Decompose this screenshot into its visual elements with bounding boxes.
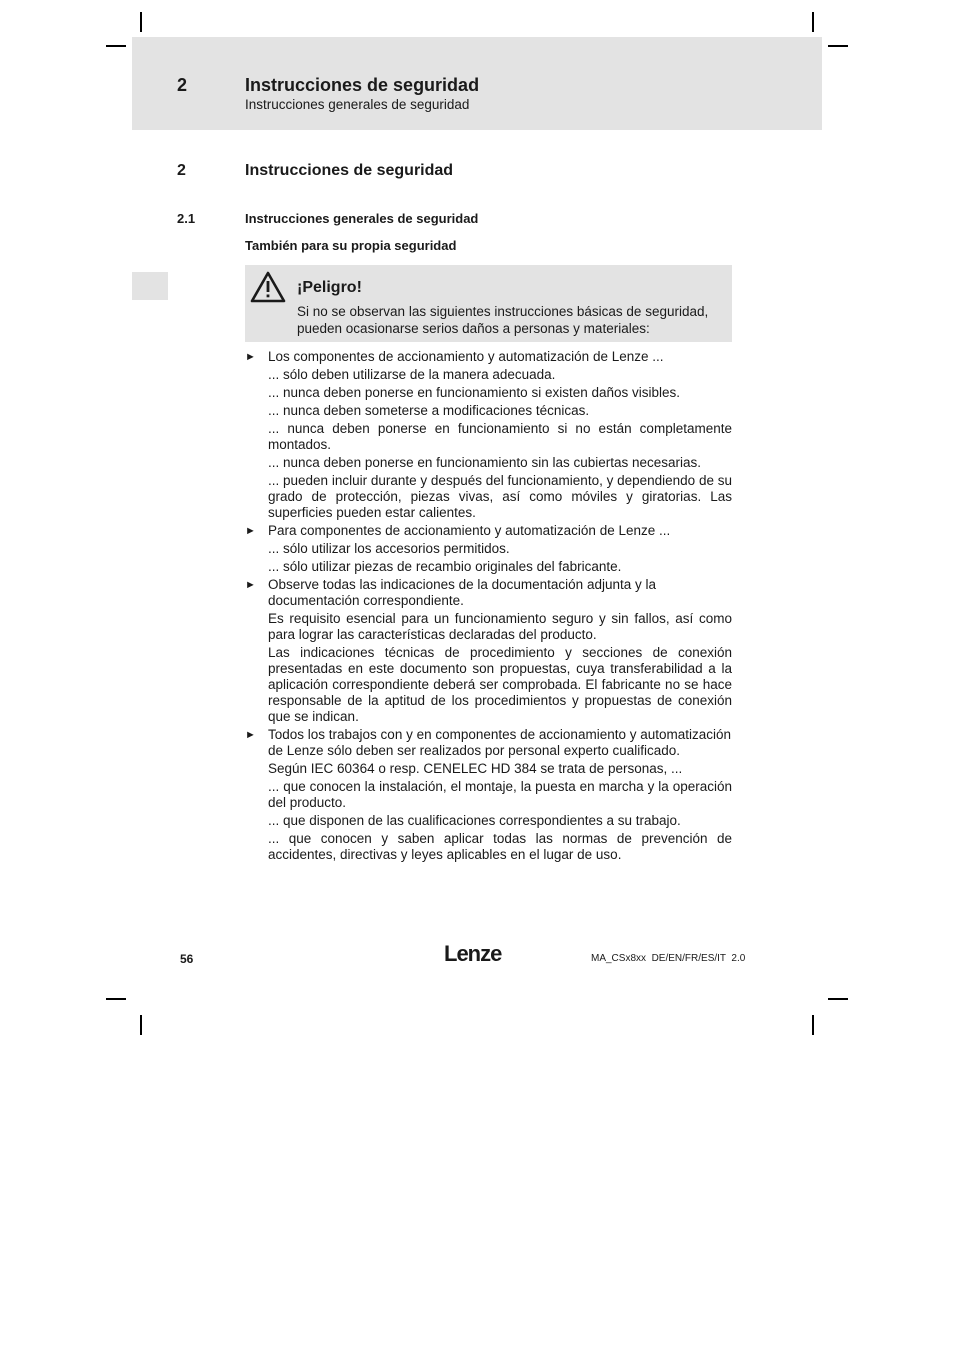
list-item: [245, 727, 732, 759]
bullet-text: Los componentes de accionamiento y automatización de Lenze ...: [268, 349, 664, 364]
crop-mark: [106, 998, 126, 1000]
sub-item: ... nunca deben ponerse en funcionamiento si no están completamente montados.: [268, 421, 732, 452]
page-number: 56: [180, 952, 194, 966]
sub-item: Según IEC 60364 o resp. CENELEC HD 384 se trata de personas, ...: [268, 761, 683, 776]
bullet-arrow-icon: ►: [245, 729, 256, 741]
intro-heading: También para su propia seguridad: [245, 238, 457, 253]
section-number: 2: [177, 162, 186, 179]
section-title: Instrucciones de seguridad: [245, 162, 454, 179]
bullet-arrow-icon: ►: [245, 351, 256, 363]
bullet-text: Todos los trabajos con y en componentes de accionamiento y automatización de Lenze sólo deben ser realizados por personal experto cualificado.: [268, 727, 732, 758]
sub-item: ... sólo utilizar piezas de recambio originales del fabricante.: [268, 559, 622, 574]
danger-text: Si no se observan las siguientes instrucciones básicas de seguridad, pueden ocasionarse serios daños a personas y materiales:: [297, 304, 709, 336]
list-item: [245, 523, 732, 539]
sub-item: Es requisito esencial para un funcionamiento seguro y sin fallos, así como para lograr las características declaradas del producto.: [268, 611, 732, 642]
header-chapter-title: Instrucciones de seguridad: [245, 75, 480, 95]
sub-item: ... sólo utilizar los accesorios permitidos.: [268, 541, 510, 556]
danger-title: ¡Peligro!: [297, 279, 362, 296]
crop-mark: [812, 1015, 814, 1035]
subsection-title: Instrucciones generales de seguridad: [245, 211, 479, 226]
sub-item: ... que conocen y saben aplicar todas las normas de prevención de accidentes, directivas y leyes aplicables en el lugar de uso.: [268, 831, 732, 862]
bullet-text: Observe todas las indicaciones de la documentación adjunta y la documentación correspondiente.: [268, 577, 656, 608]
sub-item: ... nunca deben ponerse en funcionamiento si existen daños visibles.: [268, 385, 681, 400]
list-item: [245, 577, 732, 609]
warning-triangle-icon: [250, 271, 286, 303]
safety-instructions-list: [245, 347, 732, 863]
sub-item: ... sólo deben utilizarse de la manera adecuada.: [268, 367, 556, 382]
header-section-title: Instrucciones generales de seguridad: [245, 97, 470, 112]
bullet-text: Para componentes de accionamiento y automatización de Lenze ...: [268, 523, 671, 538]
crop-mark: [828, 45, 848, 47]
side-tab-marker: [132, 272, 168, 300]
crop-mark: [140, 1015, 142, 1035]
sub-item: ... nunca deben someterse a modificaciones técnicas.: [268, 403, 590, 418]
sub-item: ... nunca deben ponerse en funcionamiento sin las cubiertas necesarias.: [268, 455, 702, 470]
list-item: [245, 349, 732, 365]
bullet-arrow-icon: ►: [245, 525, 256, 537]
header-chapter-number: 2: [177, 75, 188, 95]
sub-item: Las indicaciones técnicas de procedimiento y secciones de conexión presentadas en este documento son propuestas, cuya transferabilidad a la aplicación correspondiente deberá ser comprobada. El fabricante no se hace responsable de la aptitud de los procedimientos y propuestas de conexión que se indican.: [268, 645, 732, 724]
lenze-logo: Lenze: [444, 941, 502, 966]
crop-mark: [140, 12, 142, 32]
document-id: MA_CSx8xx DE/EN/FR/ES/IT 2.0: [591, 953, 746, 964]
subsection-number: 2.1: [177, 211, 196, 226]
sub-item: ... pueden incluir durante y después del funcionamiento, y dependiendo de su grado de protección, piezas vivas, así como móviles y giratorias. Las superficies pueden estar calientes.: [268, 473, 732, 520]
crop-mark: [106, 45, 126, 47]
sub-item: ... que conocen la instalación, el montaje, la puesta en marcha y la operación del producto.: [268, 779, 732, 810]
bullet-arrow-icon: ►: [245, 579, 256, 591]
crop-mark: [828, 998, 848, 1000]
sub-item: ... que disponen de las cualificaciones correspondientes a su trabajo.: [268, 813, 681, 828]
crop-mark: [812, 12, 814, 32]
